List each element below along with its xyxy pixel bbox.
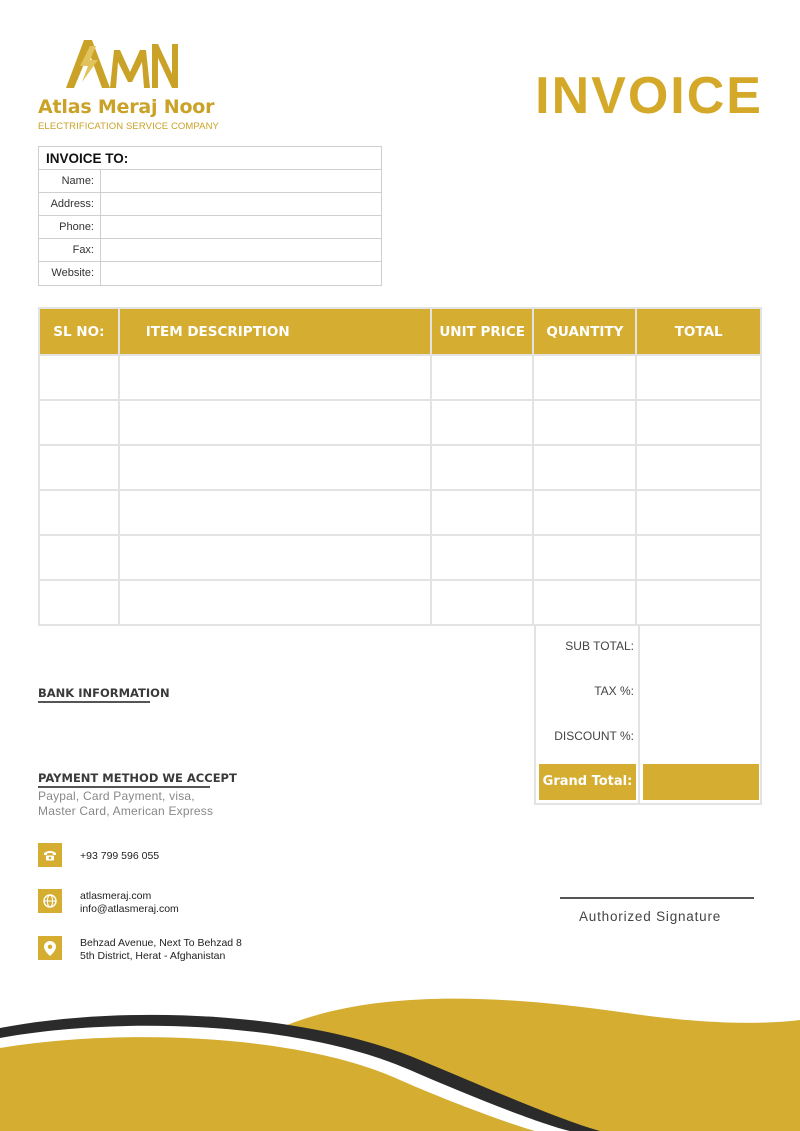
- table-cell[interactable]: [533, 535, 636, 580]
- table-cell[interactable]: [533, 490, 636, 535]
- column-header-quantity: QUANTITY: [533, 308, 636, 355]
- table-cell[interactable]: [119, 400, 431, 445]
- payment-methods-text: [38, 789, 213, 818]
- table-cell[interactable]: [431, 490, 534, 535]
- contact-web: [80, 890, 179, 916]
- table-cell[interactable]: [431, 355, 534, 400]
- table-cell[interactable]: [636, 355, 761, 400]
- name-label: Name:: [39, 170, 101, 192]
- table-cell[interactable]: [39, 445, 119, 490]
- table-cell[interactable]: [636, 535, 761, 580]
- invoice-to-row-phone: [39, 216, 381, 239]
- table-cell[interactable]: [119, 535, 431, 580]
- table-row: [39, 580, 761, 625]
- totals-divider: [638, 624, 640, 803]
- phone-field[interactable]: [101, 216, 381, 238]
- payment-methods-line2: Master Card, American Express: [38, 803, 214, 818]
- tax-label: TAX %:: [594, 684, 634, 698]
- table-cell[interactable]: [39, 400, 119, 445]
- amn-logo-mark-icon: [62, 36, 182, 94]
- company-tagline: ELECTRIFICATION SERVICE COMPANY: [38, 121, 219, 132]
- invoice-to-row-address: [39, 193, 381, 216]
- bank-info-title: BANK INFORMATION: [38, 686, 170, 700]
- payment-methods-line1: Paypal, Card Payment, visa,: [38, 789, 195, 803]
- table-row: [39, 355, 761, 400]
- address-line1: Behzad Avenue, Next To Behzad 8: [80, 937, 242, 949]
- signature-label: Authorized Signature: [579, 909, 722, 924]
- invoice-to-row-name: [39, 170, 381, 193]
- page-title: INVOICE: [535, 67, 763, 125]
- grand-total-label: Grand Total:: [539, 764, 636, 800]
- invoice-to-heading: INVOICE TO:: [39, 147, 381, 170]
- table-cell[interactable]: [636, 490, 761, 535]
- table-cell[interactable]: [533, 445, 636, 490]
- table-row: [39, 535, 761, 580]
- address-line2: 5th District, Herat - Afghanistan: [80, 950, 226, 962]
- payment-method-underline: [38, 786, 210, 788]
- table-header-row: [39, 308, 761, 355]
- website-label: Website:: [39, 262, 101, 285]
- contact-email[interactable]: info@atlasmeraj.com: [80, 903, 179, 915]
- column-header-unit-price: UNIT PRICE: [431, 308, 534, 355]
- location-pin-icon: [38, 936, 62, 960]
- invoice-to-box: [38, 146, 382, 286]
- name-field[interactable]: [101, 170, 381, 192]
- table-cell[interactable]: [636, 580, 761, 625]
- table-cell[interactable]: [431, 580, 534, 625]
- company-logo: [38, 36, 218, 132]
- table-cell[interactable]: [39, 535, 119, 580]
- table-cell[interactable]: [431, 535, 534, 580]
- table-cell[interactable]: [533, 355, 636, 400]
- website-field[interactable]: [101, 262, 381, 285]
- table-cell[interactable]: [636, 400, 761, 445]
- table-cell[interactable]: [39, 355, 119, 400]
- table-cell[interactable]: [119, 445, 431, 490]
- sub-total-label: SUB TOTAL:: [565, 639, 634, 653]
- table-cell[interactable]: [119, 580, 431, 625]
- payment-method-title: PAYMENT METHOD WE ACCEPT: [38, 771, 237, 785]
- discount-label: DISCOUNT %:: [554, 729, 634, 743]
- table-row: [39, 490, 761, 535]
- globe-icon: [38, 889, 62, 913]
- bank-info-underline: [38, 701, 150, 703]
- contact-phone: +93 799 596 055: [80, 850, 160, 862]
- table-cell[interactable]: [533, 400, 636, 445]
- address-label: Address:: [39, 193, 101, 215]
- company-name: Atlas Meraj Noor: [38, 96, 215, 118]
- fax-field[interactable]: [101, 239, 381, 261]
- table-cell[interactable]: [431, 445, 534, 490]
- address-field[interactable]: [101, 193, 381, 215]
- column-header-sl-no: SL NO:: [39, 308, 119, 355]
- contact-website[interactable]: atlasmeraj.com: [80, 890, 152, 902]
- invoice-to-row-fax: [39, 239, 381, 262]
- table-cell[interactable]: [533, 580, 636, 625]
- table-cell[interactable]: [119, 355, 431, 400]
- contact-address: [80, 937, 242, 963]
- column-header-total: TOTAL: [636, 308, 761, 355]
- table-cell[interactable]: [39, 580, 119, 625]
- phone-icon: [38, 843, 62, 867]
- items-table: [38, 307, 762, 626]
- table-cell[interactable]: [431, 400, 534, 445]
- table-row: [39, 400, 761, 445]
- column-header-item-description: ITEM DESCRIPTION: [119, 308, 431, 355]
- table-cell[interactable]: [636, 445, 761, 490]
- table-row: [39, 445, 761, 490]
- grand-total-value[interactable]: [643, 764, 759, 800]
- phone-label: Phone:: [39, 216, 101, 238]
- table-cell[interactable]: [39, 490, 119, 535]
- totals-box: [534, 624, 762, 805]
- invoice-to-row-website: [39, 262, 381, 285]
- table-cell[interactable]: [119, 490, 431, 535]
- footer-wave-decoration: [0, 990, 800, 1131]
- signature-line: [560, 897, 754, 899]
- fax-label: Fax:: [39, 239, 101, 261]
